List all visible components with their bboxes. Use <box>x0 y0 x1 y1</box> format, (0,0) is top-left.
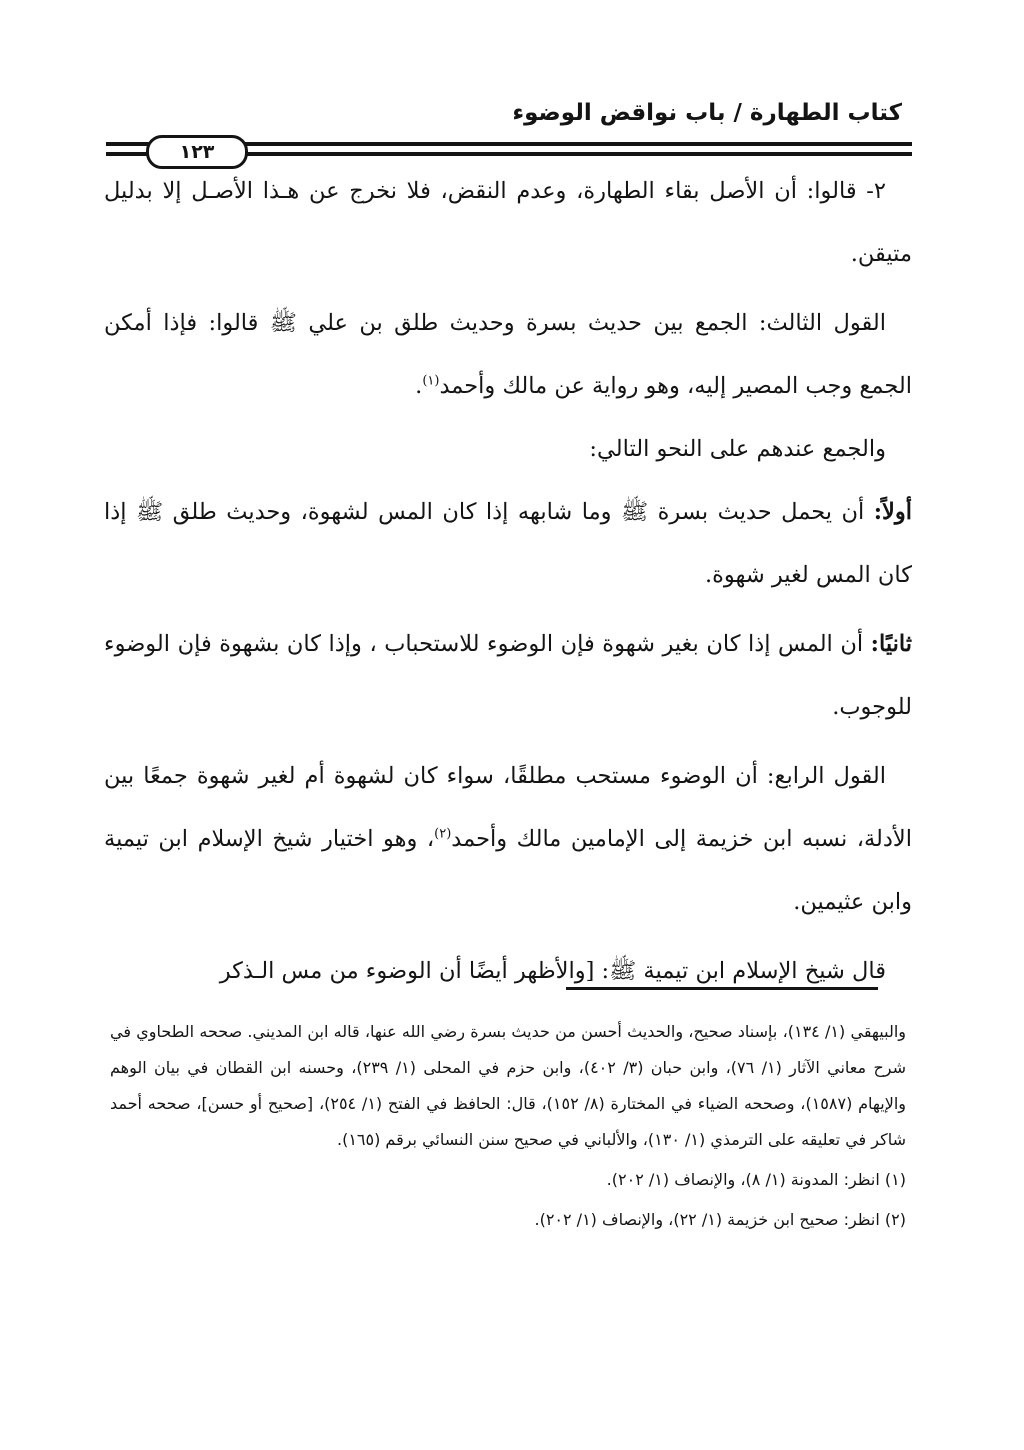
footnotes <box>110 1014 906 1238</box>
paragraph-text: أن يحمل حديث بسرة ﷺ وما شابهه إذا كان المس لشهوة، وحديث طلق ﷺ إذا كان المس لغير شهوة. <box>104 499 912 588</box>
header-rule <box>106 138 912 162</box>
running-title: كتاب الطهارة / باب نواقض الوضوء <box>512 100 902 126</box>
paragraph-text: القول الرابع: أن الوضوء مستحب مطلقًا، سواء كان لشهوة أم لغير شهوة جمعًا بين الأدلة، نسبه ابن خزيمة إلى الإمامين مالك وأحمد <box>104 763 912 852</box>
paragraph-end: . <box>415 373 423 399</box>
footnote-continued: والبيهقي (١/ ١٣٤)، بإسناد صحيح، والحديث أحسن من حديث بسرة رضي الله عنها، قاله ابن المديني. صححه الطحاوي في شرح معاني الآثار (١/ ٧٦)، وابن حبان (٣/ ٤٠٢)، وابن حزم في المحلى (١/ ٢٣٩)، وحسنه ابن القطان في بيان الوهم والإيهام (١٥٨٧)، وصححه الضياء في المختارة (٨/ ١٥٢)، قال: الحافظ في الفتح (١/ ٢٥٤)، [صحيح أو حسن]، صححه أحمد شاكر في تعليقه على الترمذي (١/ ١٣٠)، والألباني في صحيح سنن النسائي برقم (١٦٥). <box>110 1022 907 1149</box>
lead-word: أولاً: <box>873 499 912 525</box>
paragraph <box>104 292 912 418</box>
footnote-separator <box>566 987 878 990</box>
paragraph <box>104 613 912 739</box>
main-text <box>104 160 912 1003</box>
footnote-2: (٢) انظر: صحيح ابن خزيمة (١/ ٢٢)، والإنصاف (١/ ٢٠٢). <box>534 1210 906 1229</box>
paragraph <box>104 745 912 934</box>
page-number: ١٢٣ <box>146 135 248 169</box>
lead-word: ثانيًا: <box>870 631 913 657</box>
paragraph <box>104 481 912 607</box>
footnote-ref: (٢) <box>434 826 452 842</box>
footnote-ref: (١) <box>422 373 440 389</box>
footnote-1: (١) انظر: المدونة (١/ ٨)، والإنصاف (١/ ٢٠٢). <box>606 1170 906 1189</box>
paragraph-text: أن المس إذا كان بغير شهوة فإن الوضوء للاستحباب ، وإذا كان بشهوة فإن الوضوء للوجوب. <box>104 631 912 720</box>
paragraph: ٢- قالوا: أن الأصل بقاء الطهارة، وعدم النقض، فلا نخرج عن هـذا الأصـل إلا بدليل متيقن. <box>104 178 912 267</box>
paragraph-text: القول الثالث: الجمع بين حديث بسرة وحديث طلق بن علي ﷺ قالوا: فإذا أمكن الجمع وجب المصير إليه، وهو رواية عن مالك وأحمد <box>104 310 912 399</box>
paragraph: والجمع عندهم على النحو التالي: <box>589 436 886 462</box>
paragraph-text: ، وهو اختيار شيخ الإسلام ابن تيمية وابن عثيمين. <box>104 826 912 915</box>
paragraph: قال شيخ الإسلام ابن تيمية ﷺ: [والأظهر أيضًا أن الوضوء من مس الـذكر <box>219 958 886 984</box>
